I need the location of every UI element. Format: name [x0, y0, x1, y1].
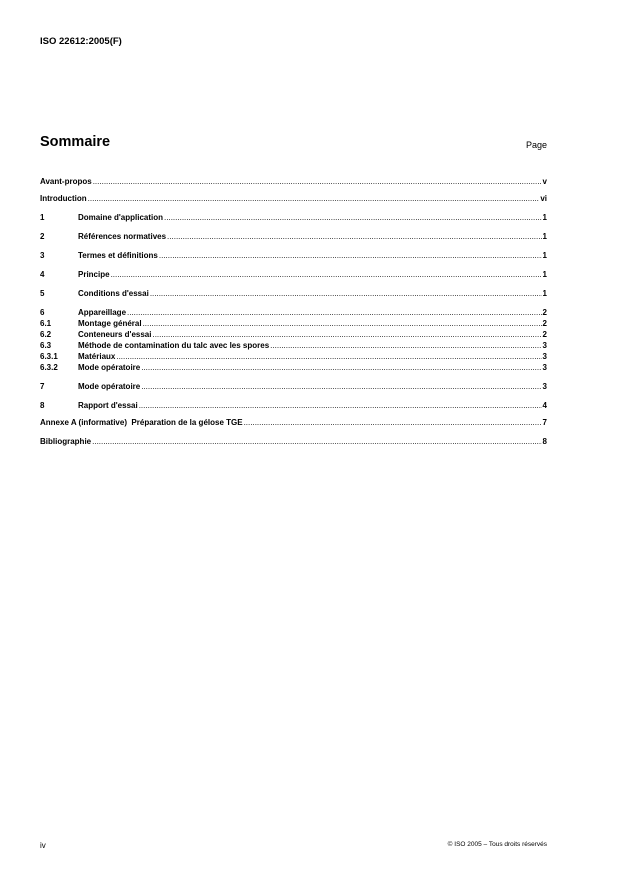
- toc-entry-text: Mode opératoire: [78, 382, 141, 391]
- toc-entry-4[interactable]: [40, 269, 547, 280]
- toc-entry-number: 1: [40, 213, 45, 222]
- toc-entry-text: Annexe A (informative) Préparation de la gélose TGE: [40, 418, 243, 427]
- toc-entry-3[interactable]: [40, 250, 547, 261]
- toc-entry-page: 3: [542, 352, 547, 361]
- dot-leader: [159, 250, 542, 261]
- dot-leader: [244, 417, 542, 428]
- dot-leader: [164, 212, 542, 223]
- toc-entry-number: 6.3.2: [40, 363, 58, 372]
- dot-leader: [88, 193, 540, 204]
- toc-entry-page: 1: [542, 251, 547, 260]
- toc-entry-page: 1: [542, 270, 547, 279]
- toc-entry-page: 2: [542, 330, 547, 339]
- toc-entry-text: Domaine d'application: [78, 213, 164, 222]
- toc-entry-8[interactable]: [40, 400, 547, 411]
- toc-entry-introduction[interactable]: [40, 193, 547, 204]
- toc-entry-page: 3: [542, 363, 547, 372]
- dot-leader: [167, 231, 542, 242]
- toc-entry-page: 7: [542, 418, 547, 427]
- toc-entry-foreword[interactable]: [40, 176, 547, 187]
- toc-entry-text: Méthode de contamination du talc avec les spores: [78, 341, 270, 350]
- dot-leader: [139, 400, 542, 411]
- toc-page-column-label: Page: [525, 140, 547, 150]
- toc-entry-1[interactable]: [40, 212, 547, 223]
- table-of-contents: [40, 176, 547, 447]
- toc-entry-number: 4: [40, 270, 45, 279]
- dot-leader: [141, 381, 541, 392]
- toc-entry-6-1[interactable]: [40, 318, 547, 329]
- toc-entry-6[interactable]: [40, 307, 547, 318]
- toc-entry-number: 8: [40, 401, 45, 410]
- toc-entry-page: v: [542, 177, 547, 186]
- toc-entry-number: 6.3: [40, 341, 52, 350]
- toc-entry-text: Conteneurs d'essai: [78, 330, 152, 339]
- toc-entry-text: Montage général: [78, 319, 142, 328]
- toc-entry-text: Rapport d'essai: [78, 401, 138, 410]
- toc-entry-2[interactable]: [40, 231, 547, 242]
- footer-copyright: © ISO 2005 – Tous droits réservés: [447, 841, 547, 848]
- toc-entry-annex-a[interactable]: [40, 417, 547, 428]
- toc-entry-text: Mode opératoire: [78, 363, 141, 372]
- toc-entry-number: 2: [40, 232, 45, 241]
- toc-entry-text: Conditions d'essai: [78, 289, 149, 298]
- dot-leader: [93, 176, 542, 187]
- toc-entry-page: 8: [542, 437, 547, 446]
- toc-entry-page: 2: [542, 308, 547, 317]
- toc-entry-6-2[interactable]: [40, 329, 547, 340]
- toc-entry-page: 1: [542, 289, 547, 298]
- toc-entry-number: 6: [40, 308, 45, 317]
- toc-entry-6-3-1[interactable]: [40, 351, 547, 362]
- toc-entry-6-3-2[interactable]: [40, 362, 547, 373]
- toc-entry-text: Matériaux: [78, 352, 116, 361]
- toc-entry-page: 3: [542, 341, 547, 350]
- toc-entry-text: Principe: [78, 270, 110, 279]
- toc-entry-text: Introduction: [40, 194, 87, 203]
- toc-entry-bibliography[interactable]: [40, 436, 547, 447]
- toc-entry-page: 2: [542, 319, 547, 328]
- toc-entry-text: Avant-propos: [40, 177, 92, 186]
- dot-leader: [127, 307, 542, 318]
- dot-leader: [92, 436, 541, 447]
- dot-leader: [152, 329, 541, 340]
- toc-entry-number: 6.3.1: [40, 352, 58, 361]
- toc-entry-7[interactable]: [40, 381, 547, 392]
- toc-entry-number: 6.2: [40, 330, 52, 339]
- toc-entry-number: 5: [40, 289, 45, 298]
- toc-entry-6-3[interactable]: [40, 340, 547, 351]
- toc-entry-number: 6.1: [40, 319, 52, 328]
- dot-leader: [270, 340, 541, 351]
- toc-entry-number: 3: [40, 251, 45, 260]
- footer-page-number: iv: [40, 841, 46, 850]
- toc-entry-text: Bibliographie: [40, 437, 92, 446]
- toc-entry-number: 7: [40, 382, 45, 391]
- toc-entry-page: 1: [542, 213, 547, 222]
- dot-leader: [116, 351, 541, 362]
- dot-leader: [150, 288, 542, 299]
- dot-leader: [143, 318, 542, 329]
- toc-entry-text: Références normatives: [78, 232, 167, 241]
- document-header: ISO 22612:2005(F): [40, 36, 122, 47]
- dot-leader: [141, 362, 541, 373]
- dot-leader: [111, 269, 542, 280]
- toc-entry-5[interactable]: [40, 288, 547, 299]
- toc-entry-page: 3: [542, 382, 547, 391]
- toc-entry-text: Termes et définitions: [78, 251, 158, 260]
- toc-title: Sommaire: [40, 134, 111, 150]
- toc-entry-page: 4: [542, 401, 547, 410]
- toc-entry-text: Appareillage: [78, 308, 127, 317]
- toc-entry-page: vi: [540, 194, 547, 203]
- toc-entry-page: 1: [542, 232, 547, 241]
